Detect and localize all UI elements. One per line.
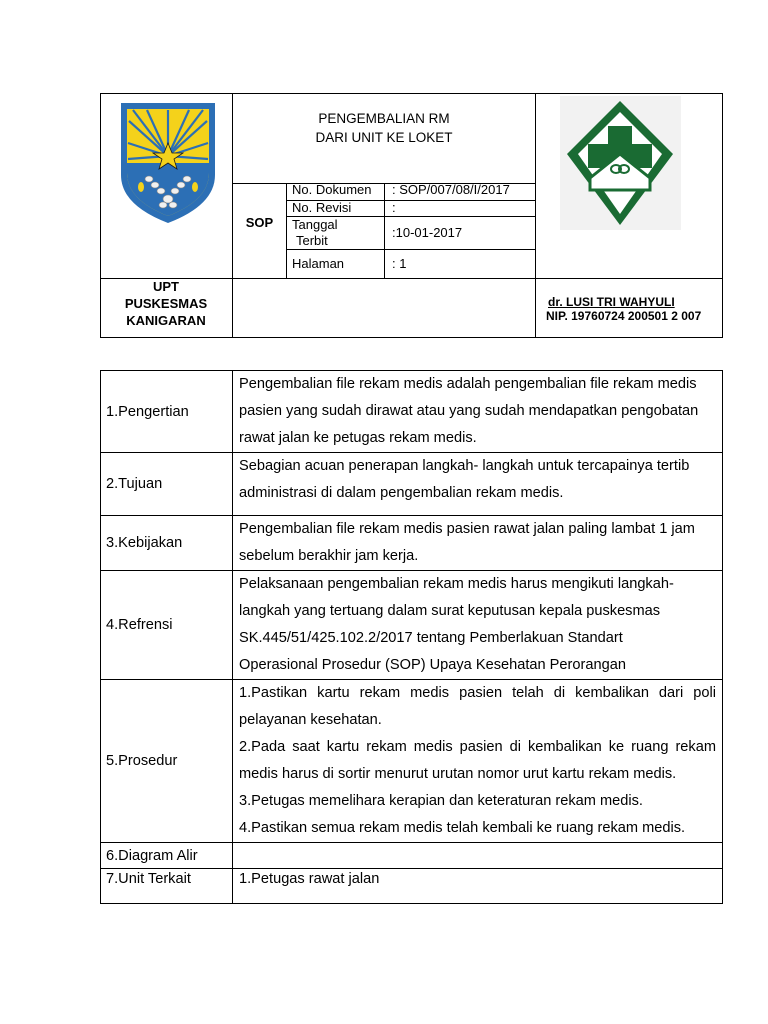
- issue-date-value: :10-01-2017: [392, 225, 463, 240]
- page-value: : 1: [392, 256, 407, 271]
- table-row: [101, 371, 723, 453]
- section-label: 5.Prosedur: [101, 680, 233, 843]
- doc-number-value: : SOP/007/08/I/2017: [392, 182, 510, 197]
- document-header: [100, 93, 723, 338]
- content-line: Pelaksanaan pengembalian rekam medis harus mengikuti langkah-: [239, 576, 674, 592]
- signer-name: dr. LUSI TRI WAHYULI: [548, 295, 675, 309]
- section-content: [233, 680, 723, 843]
- table-row: [101, 680, 723, 843]
- sop-label: SOP: [245, 215, 274, 230]
- section-label: 6.Diagram Alir: [101, 843, 233, 869]
- table-row: [101, 843, 723, 869]
- unit-name-line2: PUSKESMAS: [124, 296, 208, 311]
- issue-date-label-line2: Terbit: [296, 233, 328, 248]
- table-row: [101, 571, 723, 680]
- section-label: 1.Pengertian: [101, 371, 233, 453]
- content-line: administrasi di dalam pengembalian rekam medis.: [239, 485, 564, 501]
- page-label: Halaman: [292, 256, 345, 271]
- content-line: Pengembalian file rekam medis pasien rawat jalan paling lambat 1 jam: [239, 521, 695, 537]
- section-content: [233, 571, 723, 680]
- city-coat-of-arms-icon: [119, 101, 217, 225]
- section-label: 2.Tujuan: [101, 453, 233, 516]
- procedure-step: 1.Pastikan kartu rekam medis pasien telah di kembalikan dari poli pelayanan kesehatan.: [239, 685, 716, 728]
- content-line: sebelum berakhir jam kerja.: [239, 548, 419, 564]
- unit-name-line1: UPT: [153, 279, 179, 294]
- section-content: [233, 453, 723, 516]
- section-label: 3.Kebijakan: [101, 516, 233, 571]
- document-title-line2: DARI UNIT KE LOKET: [315, 130, 453, 145]
- table-row: [101, 869, 723, 904]
- section-content: [233, 516, 723, 571]
- section-label: 4.Refrensi: [101, 571, 233, 680]
- content-line: Sebagian acuan penerapan langkah- langkah untuk tercapainya tertib: [239, 458, 690, 474]
- unit-name-line3: KANIGARAN: [126, 313, 206, 328]
- issue-date-label-line1: Tanggal: [292, 217, 338, 232]
- section-content: [233, 843, 723, 869]
- table-row: [101, 453, 723, 516]
- content-line: SK.445/51/425.102.2/2017 tentang Pemberlakuan Standart: [239, 630, 623, 646]
- doc-number-label: No. Dokumen: [292, 182, 372, 197]
- sop-content-table: [100, 370, 723, 904]
- puskesmas-green-cross-icon: [560, 96, 681, 230]
- revision-label: No. Revisi: [292, 200, 352, 215]
- content-line: Pengembalian file rekam medis adalah pengembalian file rekam medis: [239, 376, 697, 392]
- procedure-step: 2.Pada saat kartu rekam medis pasien di kembalikan ke ruang rekam medis harus di sortir menurut urutan nomor urut kartu rekam medis.: [239, 739, 716, 782]
- document-title-line1: PENGEMBALIAN RM: [318, 111, 450, 126]
- content-line: Operasional Prosedur (SOP) Upaya Kesehatan Perorangan: [239, 657, 626, 673]
- signer-nip: NIP. 19760724 200501 2 007: [546, 309, 702, 323]
- section-content: 1.Petugas rawat jalan: [233, 869, 723, 904]
- procedure-step: 3.Petugas memelihara kerapian dan keteraturan rekam medis.: [239, 793, 643, 809]
- revision-value: :: [392, 200, 396, 215]
- section-content: [233, 371, 723, 453]
- procedure-step: 4.Pastikan semua rekam medis telah kembali ke ruang rekam medis.: [239, 820, 686, 836]
- content-line: rawat jalan ke petugas rekam medis.: [239, 430, 477, 446]
- table-row: [101, 516, 723, 571]
- content-line: langkah yang tertuang dalam surat keputusan kepala puskesmas: [239, 603, 661, 619]
- content-line: pasien yang sudah dirawat atau yang sudah mendapatkan pengobatan: [239, 403, 699, 419]
- section-label: 7.Unit Terkait: [101, 869, 233, 904]
